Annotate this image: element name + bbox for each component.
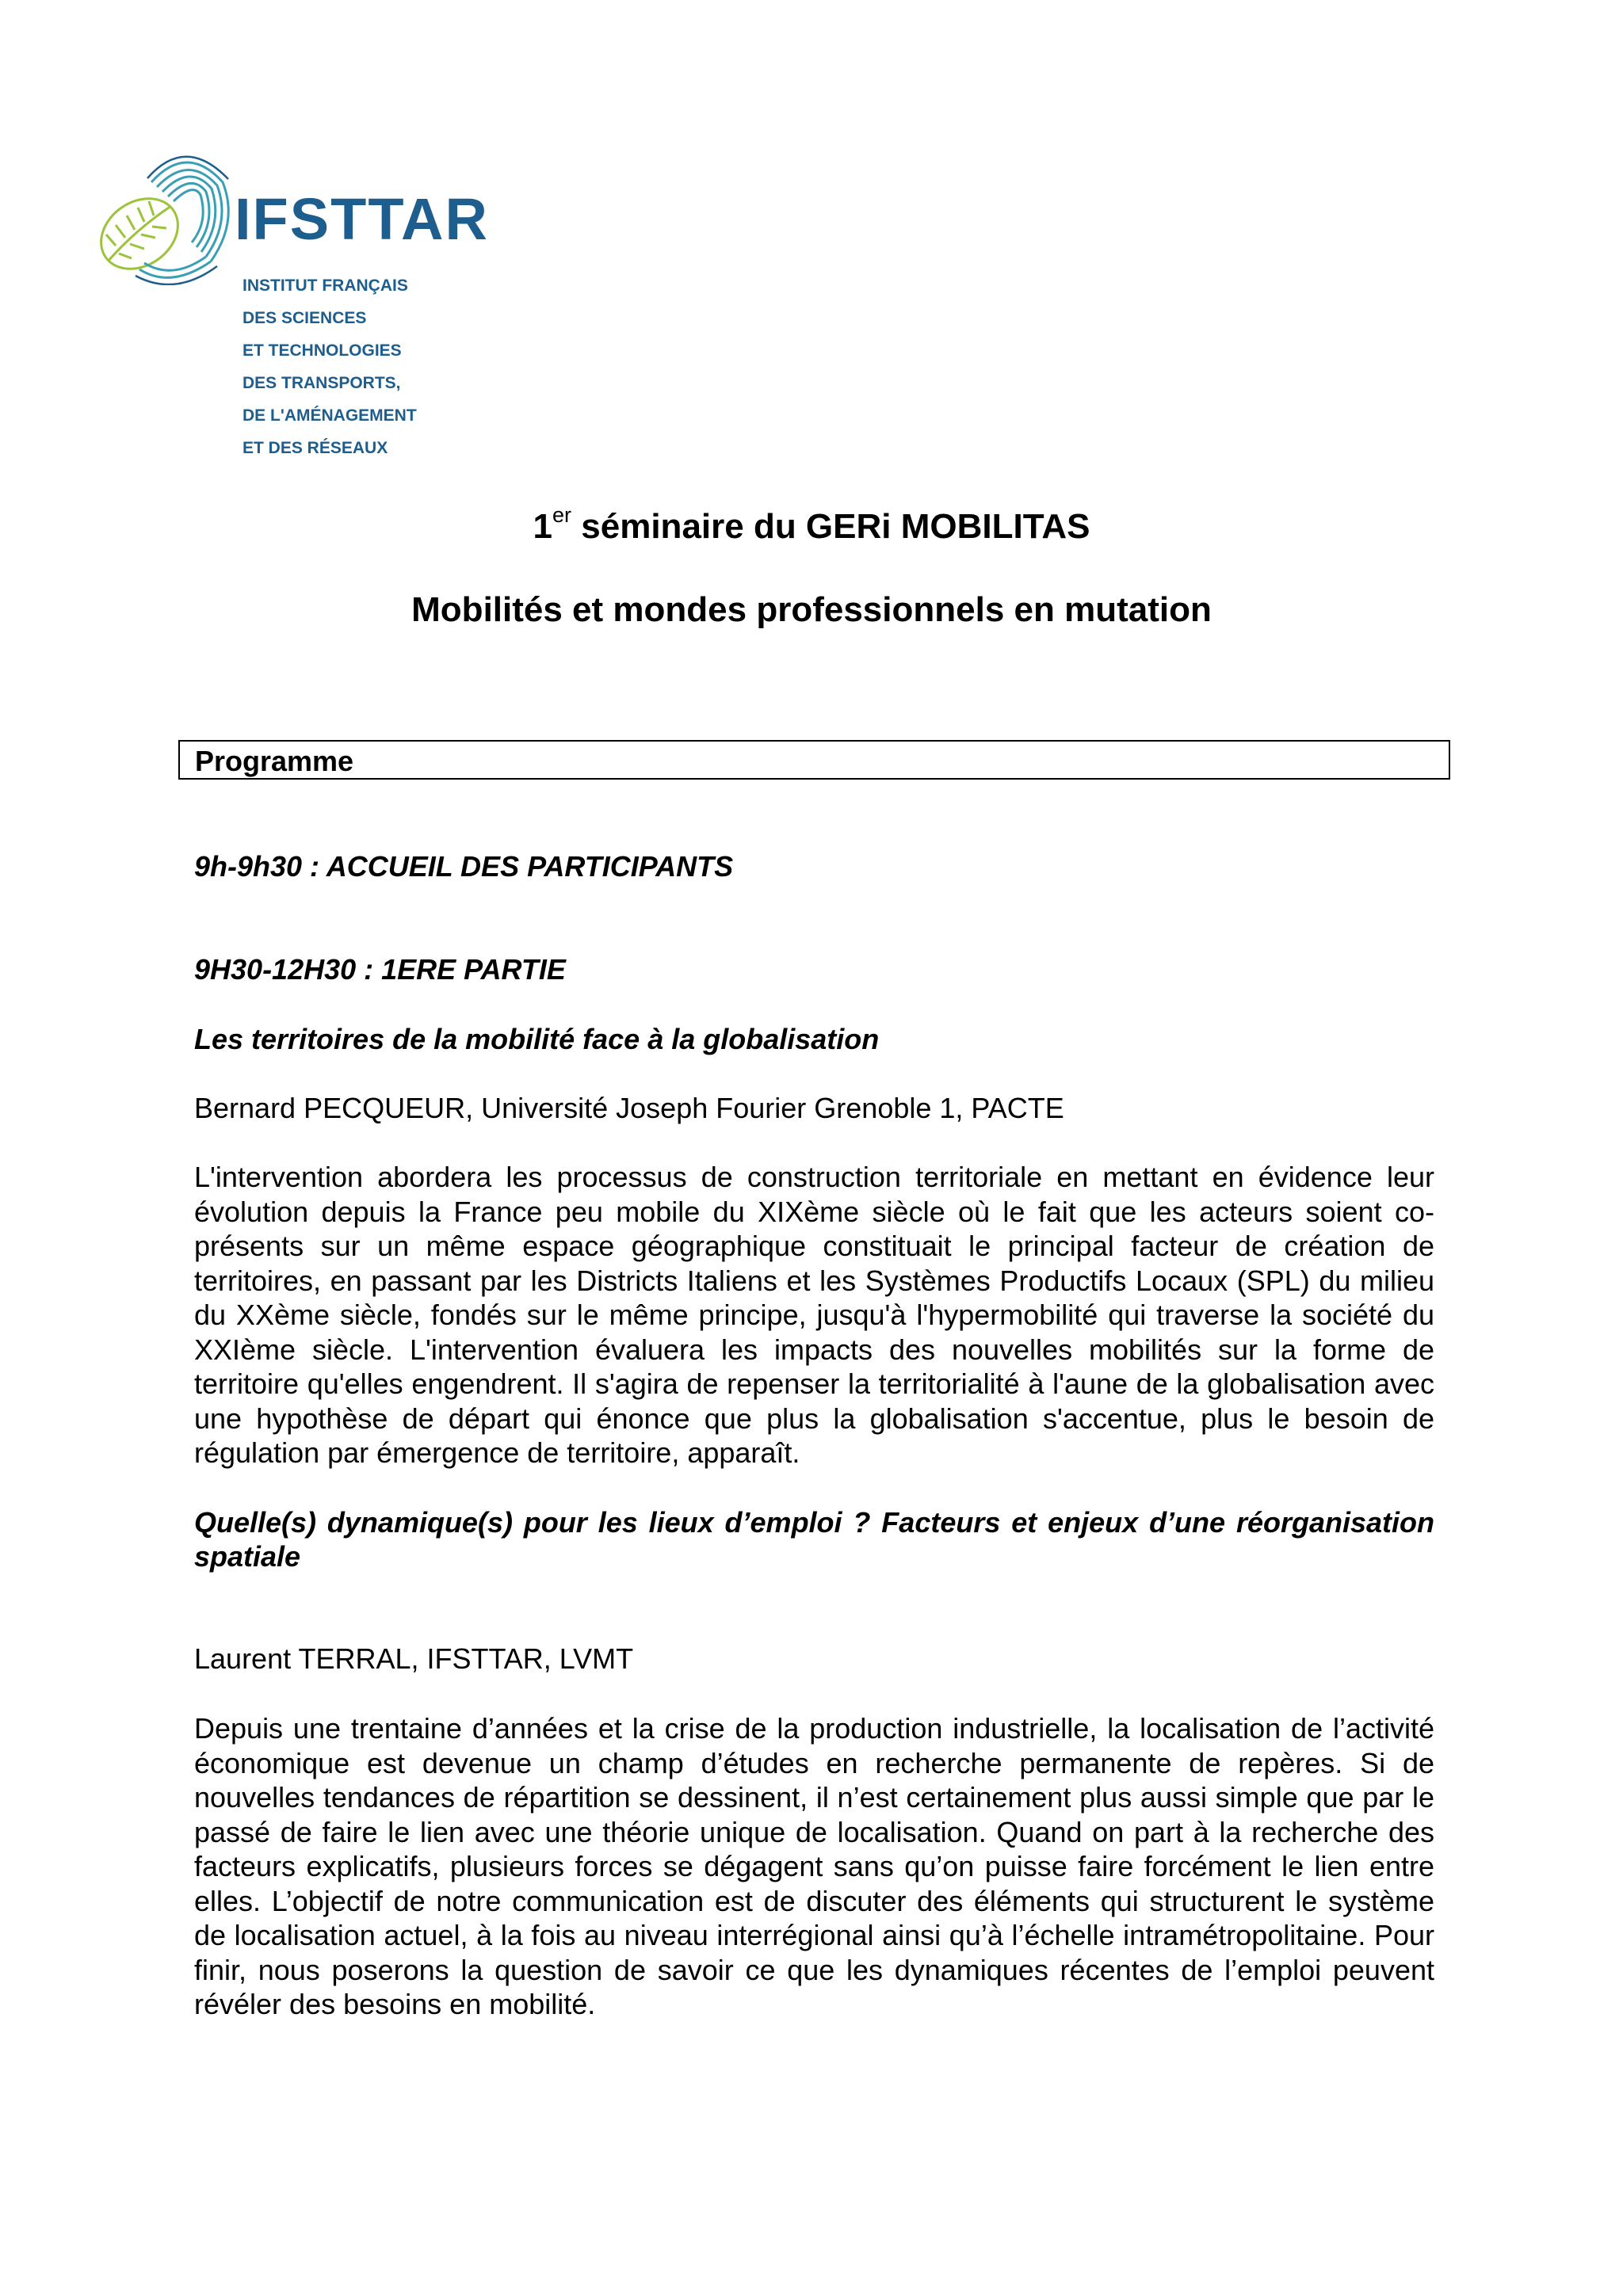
schedule-item: 9H30-12H30 : 1ERE PARTIE	[194, 953, 566, 986]
logo-subtitle-line: INSTITUT FRANÇAIS	[242, 277, 408, 295]
talk-abstract: Depuis une trentaine d’années et la crise de la production industrielle, la localisation de l’activité économique est devenue un champ d’études en recherche permanente de repères. Si de nouvelles tendances de répartition se dessinent, il n’est certainement plus aussi simple que par le passé de faire le lien avec une théorie unique de localisation. Quand on part à la recherche des facteurs explicatifs, plusieurs forces se dégagent sans qu’on puisse faire forcément le lien entre elles. L’objectif de notre communication est de discuter des éléments qui structurent le système de localisation actuel, à la fois au niveau interrégional ainsi qu’à l’échelle intramétropolitaine. Pour finir, nous poserons la question de savoir ce que les dynamiques récentes de l’emploi peuvent révéler des besoins en mobilité.	[194, 1712, 1434, 2020]
logo-subtitle	[242, 269, 417, 464]
talk-speaker: Laurent TERRAL, IFSTTAR, LVMT	[194, 1642, 634, 1675]
title-text: séminaire du GERi MOBILITAS	[571, 507, 1090, 546]
title-ordinal-suffix: er	[552, 503, 572, 527]
programme-label: Programme	[195, 745, 354, 777]
talk-title: Quelle(s) dynamique(s) pour les lieux d’emploi ? Facteurs et enjeux d’une réorganisation spatiale	[194, 1506, 1434, 1573]
seminar-title	[0, 503, 1623, 547]
logo-subtitle-line: DES TRANSPORTS,	[242, 374, 401, 392]
logo-subtitle-line: DES SCIENCES	[242, 309, 367, 327]
talk-abstract: L'intervention abordera les processus de construction territoriale en mettant en évidence leur évolution depuis la France peu mobile du XIXème siècle où le fait que les acteurs soient co-présents sur un même espace géographique constituait le principal facteur de création de territoires, en passant par les Districts Italiens et les Systèmes Productifs Locaux (SPL) du milieu du XXème siècle, fondés sur le même principe, jusqu'à l'hypermobilité qui traverse la société du XXIème siècle. L'intervention évaluera les impacts des nouvelles mobilités sur la forme de territoire qu'elles engendrent. Il s'agira de repenser la territorialité à l'aune de la globalisation avec une hypothèse de départ qui énonce que plus la globalisation s'accentue, plus le besoin de régulation par émergence de territoire, apparaît.	[194, 1161, 1434, 1469]
logo-subtitle-line: ET DES RÉSEAUX	[242, 439, 388, 457]
title-ordinal-number: 1	[533, 507, 553, 546]
ifsttar-emblem-icon	[92, 151, 242, 285]
seminar-subtitle: Mobilités et mondes professionnels en mutation	[411, 590, 1212, 629]
programme-heading-box	[178, 740, 1450, 780]
logo-subtitle-line: ET TECHNOLOGIES	[242, 341, 402, 360]
logo-wordmark: IFSTTAR	[235, 186, 489, 252]
schedule-item: 9h-9h30 : ACCUEIL DES PARTICIPANTS	[194, 850, 734, 883]
talk-speaker: Bernard PECQUEUR, Université Joseph Fourier Grenoble 1, PACTE	[194, 1092, 1064, 1124]
talk-title: Les territoires de la mobilité face à la globalisation	[194, 1023, 880, 1055]
logo-subtitle-line: DE L'AMÉNAGEMENT	[242, 406, 417, 425]
